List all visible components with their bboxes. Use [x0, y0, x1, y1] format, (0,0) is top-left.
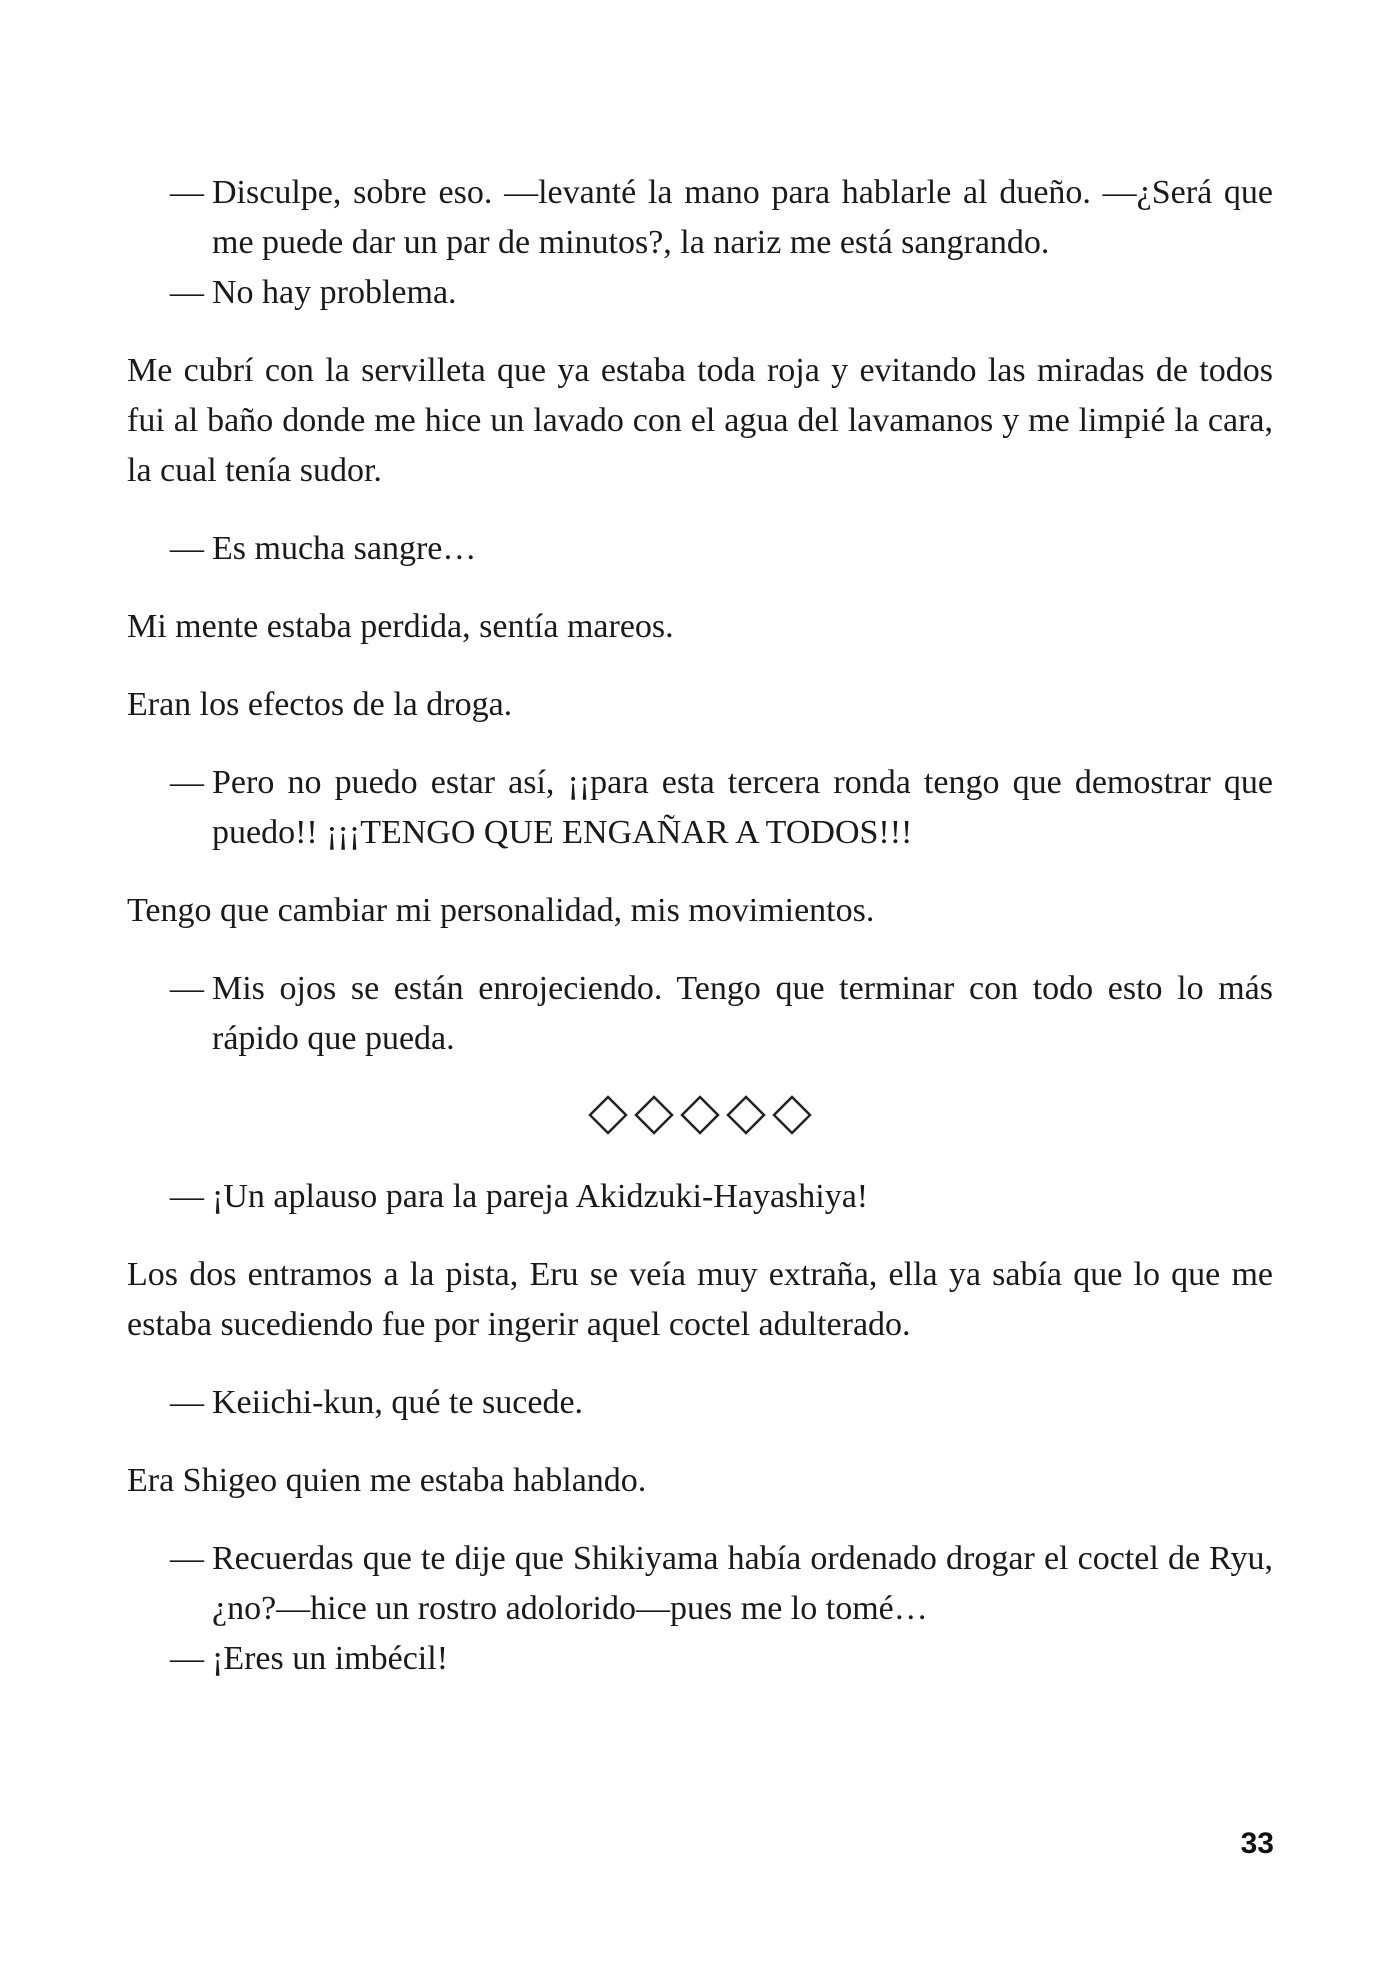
dialogue-line	[127, 168, 1273, 268]
dialogue-dash: —	[170, 1540, 204, 1577]
dialogue-dash: —	[170, 274, 204, 311]
page-number: 33	[1240, 1827, 1274, 1860]
dialogue-text: Recuerdas que te dije que Shikiyama había ordenado drogar el coctel de Ryu, ¿no?—hice un rostro adolorido—pues me lo tomé…	[212, 1540, 1273, 1627]
dialogue-line	[127, 1634, 1273, 1684]
dialogue-dash: —	[170, 1640, 204, 1677]
dialogue-dash: —	[170, 764, 204, 801]
dialogue-text: Mis ojos se están enrojeciendo. Tengo que terminar con todo esto lo más rápido que pueda.	[212, 970, 1273, 1057]
dialogue-line	[127, 1172, 1273, 1222]
diamond-icon	[588, 1095, 628, 1135]
narration-paragraph: Me cubrí con la servilleta que ya estaba toda roja y evitando las miradas de todos fui al baño donde me hice un lavado con el agua del lavamanos y me limpié la cara, la cual tenía sudor.	[127, 352, 1273, 489]
narration-paragraph: Los dos entramos a la pista, Eru se veía muy extraña, ella ya sabía que lo que me estaba sucediendo fue por ingerir aquel coctel adulterado.	[127, 1256, 1273, 1343]
narration-paragraph: Mi mente estaba perdida, sentía mareos.	[127, 608, 674, 645]
diamond-icon	[680, 1095, 720, 1135]
dialogue-line	[127, 1378, 1273, 1428]
diamond-icon	[634, 1095, 674, 1135]
page-body	[127, 168, 1273, 1684]
dialogue-dash: —	[170, 970, 204, 1007]
dialogue-line	[127, 268, 1273, 318]
diamond-icon	[772, 1095, 812, 1135]
dialogue-dash: —	[170, 174, 204, 211]
dialogue-dash: —	[170, 1384, 204, 1421]
dialogue-text: Es mucha sangre…	[212, 530, 477, 567]
narration-paragraph: Tengo que cambiar mi personalidad, mis movimientos.	[127, 892, 875, 929]
dialogue-dash: —	[170, 1178, 204, 1215]
dialogue-text: Pero no puedo estar así, ¡¡para esta tercera ronda tengo que demostrar que puedo!! ¡¡¡TENGO QUE ENGAÑAR A TODOS!!!	[212, 764, 1273, 851]
dialogue-text: Disculpe, sobre eso. —levanté la mano para hablarle al dueño. —¿Será que me puede dar un par de minutos?, la nariz me está sangrando.	[212, 174, 1273, 261]
dialogue-text: ¡Eres un imbécil!	[212, 1640, 449, 1677]
scene-separator	[127, 1084, 1273, 1146]
dialogue-dash: —	[170, 530, 204, 567]
dialogue-text: Keiichi-kun, qué te sucede.	[212, 1384, 584, 1421]
dialogue-line	[127, 524, 1273, 574]
narration-paragraph: Eran los efectos de la droga.	[127, 686, 513, 723]
dialogue-line	[127, 964, 1273, 1064]
dialogue-text: No hay problema.	[212, 274, 457, 311]
narration-paragraph: Era Shigeo quien me estaba hablando.	[127, 1462, 647, 1499]
dialogue-line	[127, 1534, 1273, 1634]
diamond-icon	[726, 1095, 766, 1135]
dialogue-line	[127, 758, 1273, 858]
dialogue-text: ¡Un aplauso para la pareja Akidzuki-Hayashiya!	[212, 1178, 869, 1215]
